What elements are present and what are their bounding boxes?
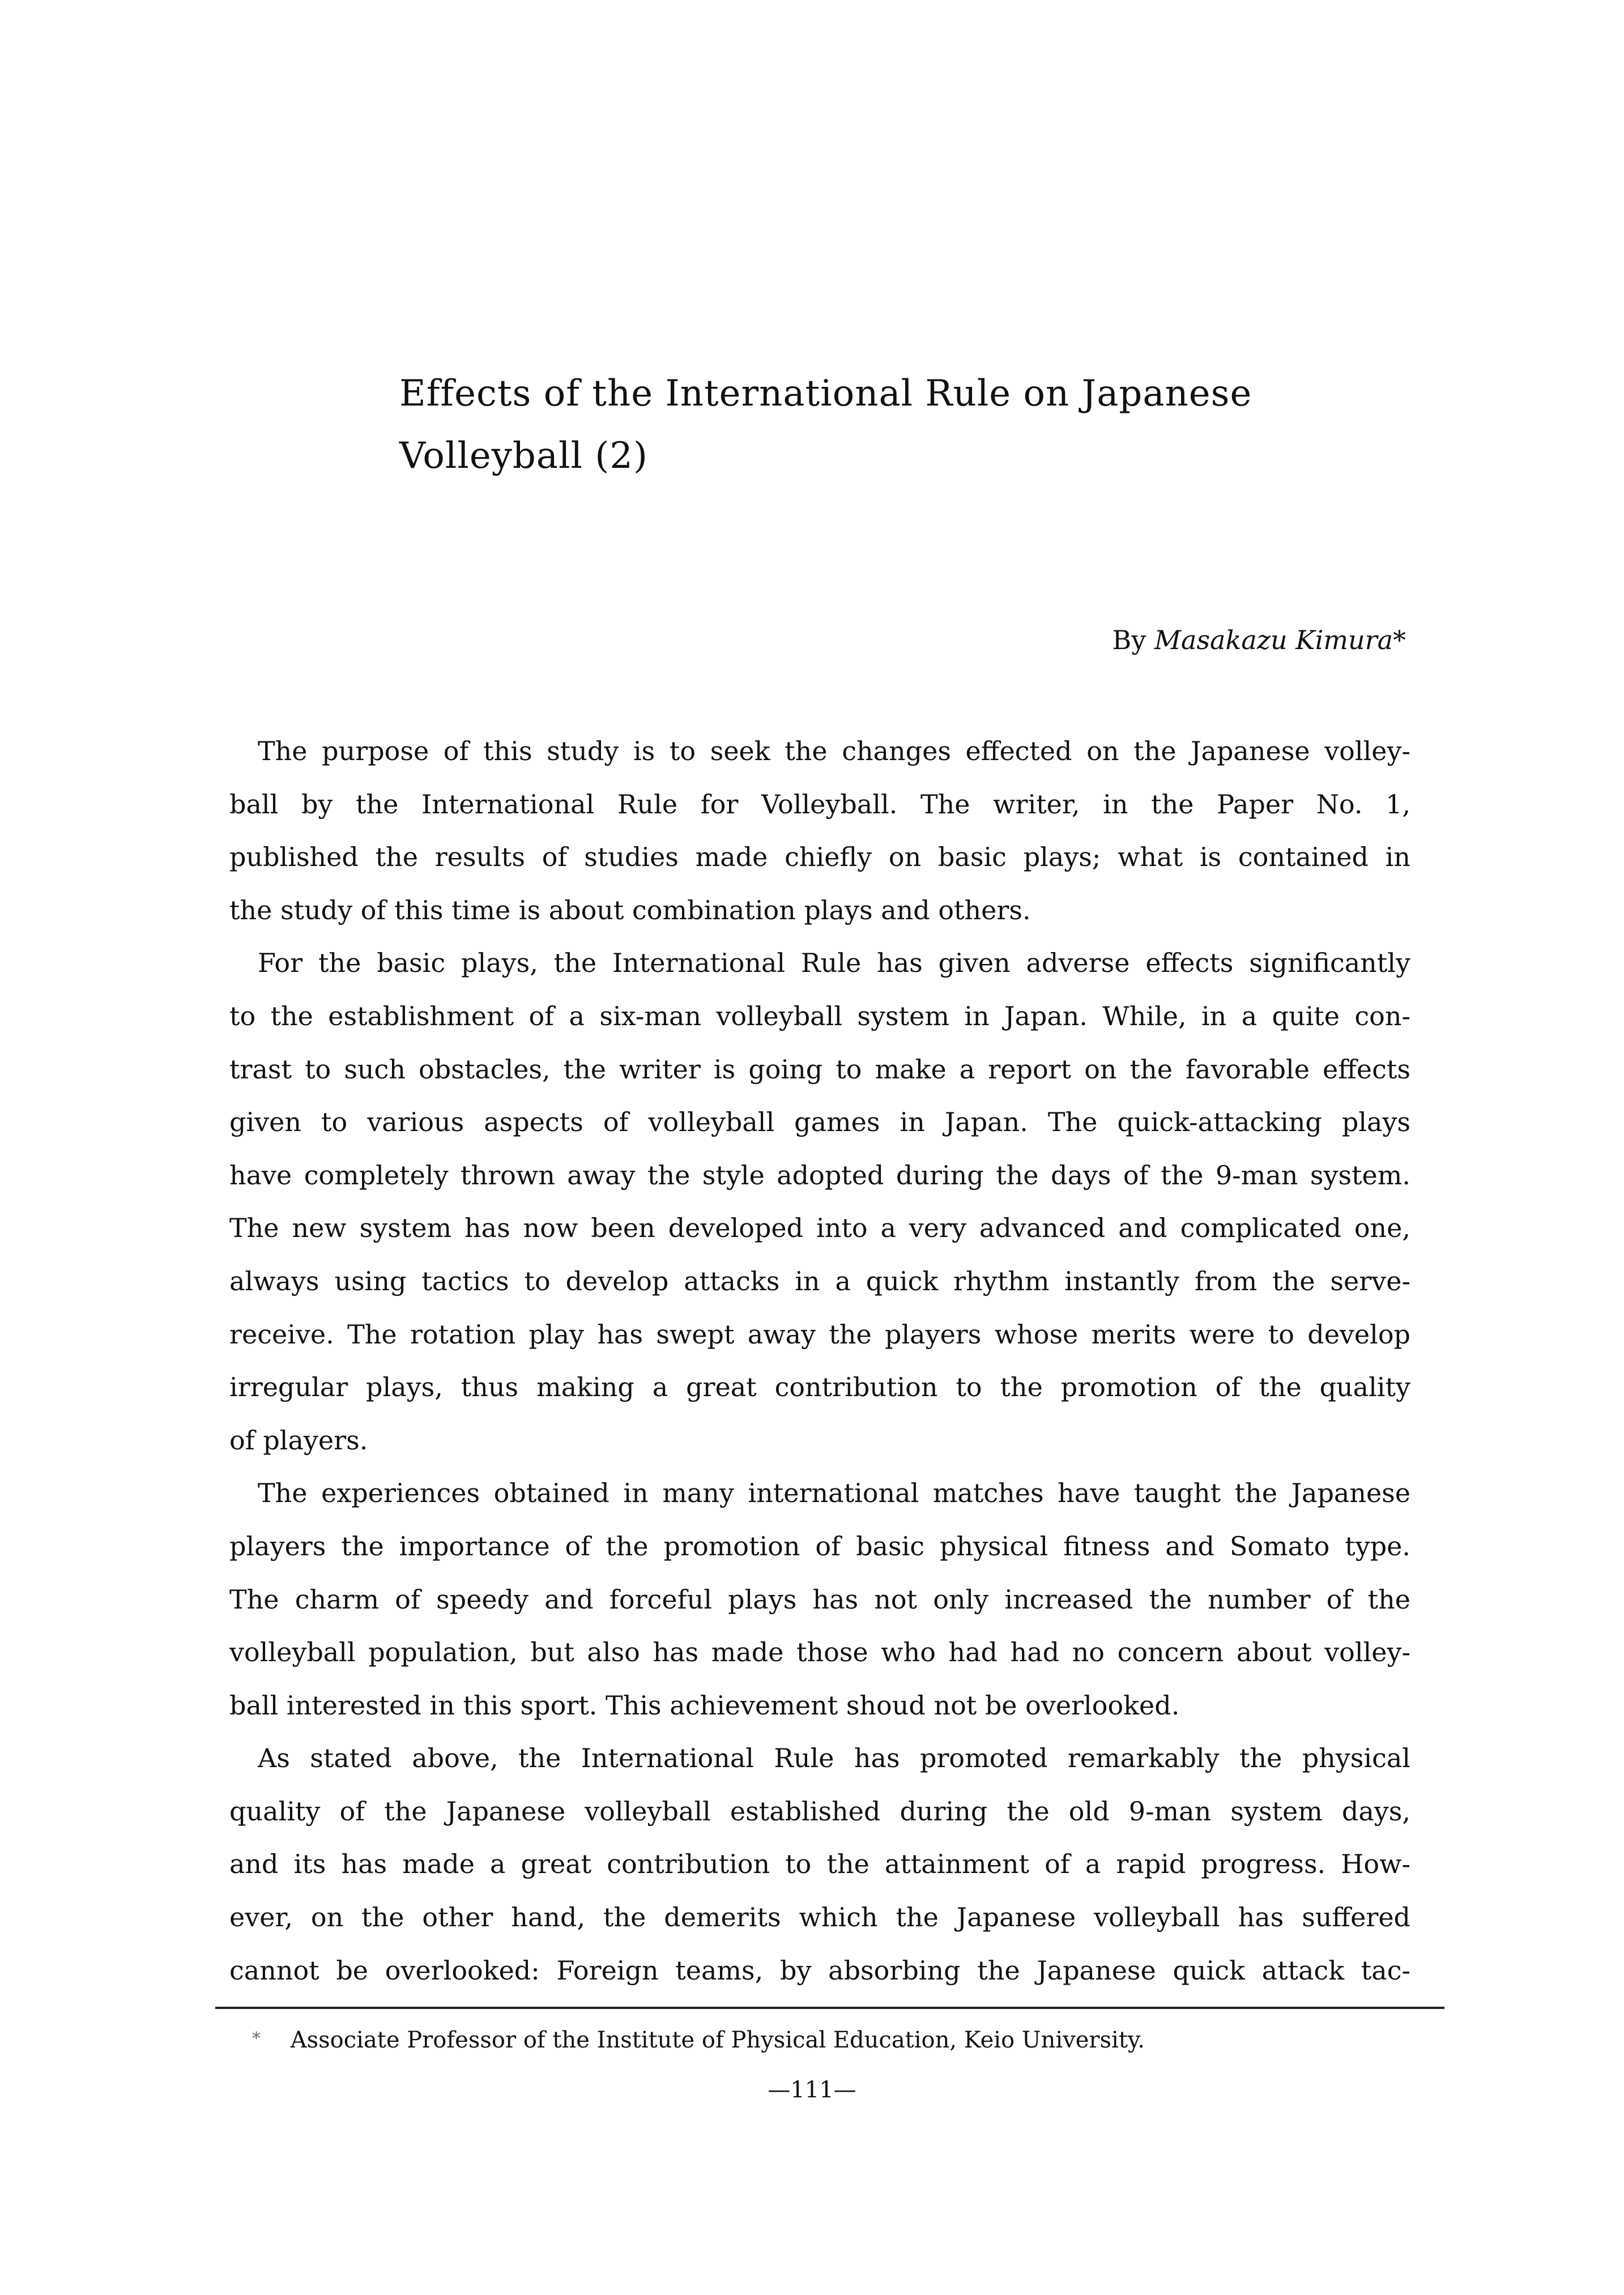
text-line: given to various aspects of volleyball games in Japan. The quick-attacking plays: [229, 1107, 1410, 1138]
paragraph-3: [229, 1467, 1410, 1732]
paragraph-4: [229, 1732, 1410, 1997]
text-line: trast to such obstacles, the writer is going to make a report on the favorable effects: [229, 1053, 1410, 1085]
footnote-text: Associate Professor of the Institute of Physical Education, Keio University.: [290, 2027, 1145, 2053]
footnote-divider: [215, 2007, 1444, 2009]
text-line: irregular plays, thus making a great contribution to the promotion of the quality: [229, 1372, 1410, 1403]
page-number: —111—: [768, 2077, 856, 2103]
paragraph-1: [229, 725, 1410, 937]
text-line: have completely thrown away the style adopted during the days of the 9-man system.: [229, 1159, 1410, 1191]
text-line: to the establishment of a six-man volleyball system in Japan. While, in a quite con-: [229, 1000, 1410, 1031]
text-line: The charm of speedy and forceful plays has not only increased the number of the: [229, 1584, 1410, 1615]
text-line: receive. The rotation play has swept away the players whose merits were to develop: [229, 1319, 1410, 1350]
text-line: The new system has now been developed into a very advanced and complicated one,: [229, 1213, 1410, 1244]
footnote: [252, 2022, 1145, 2057]
text-line: For the basic plays, the International Rule has given adverse effects significantly: [258, 948, 1410, 979]
title-line-2: Volleyball (2): [399, 435, 648, 477]
text-line: volleyball population, but also has made those who had had no concern about volley-: [229, 1637, 1410, 1668]
text-line: quality of the Japanese volleyball established during the old 9-man system days,: [229, 1795, 1410, 1827]
author-name: Masakazu Kimura*: [1154, 625, 1406, 655]
text-line: published the results of studies made chiefly on basic plays; what is contained in: [229, 842, 1410, 873]
text-line: of players.: [229, 1424, 368, 1456]
text-line: As stated above, the International Rule has promoted remarkably the physical: [258, 1743, 1410, 1774]
text-line: ball by the International Rule for Volleyball. The writer, in the Paper No. 1,: [229, 788, 1410, 820]
paragraph-2: [229, 937, 1410, 1467]
text-line: ever, on the other hand, the demerits which the Japanese volleyball has suffered: [229, 1902, 1410, 1933]
title-line-1: Effects of the International Rule on Japanese: [399, 373, 1252, 415]
text-line: The experiences obtained in many international matches have taught the Japanese: [258, 1478, 1410, 1509]
text-line: cannot be overlooked: Foreign teams, by absorbing the Japanese quick attack tac-: [229, 1955, 1410, 1986]
byline-prefix: By: [1112, 625, 1146, 655]
paper-title: [399, 362, 1362, 487]
byline: [1112, 623, 1406, 657]
footnote-asterisk-icon: *: [252, 2029, 261, 2049]
body-text: [229, 725, 1410, 1997]
text-line: and its has made a great contribution to the attainment of a rapid progress. How-: [229, 1849, 1410, 1880]
text-line: ball interested in this sport. This achievement shoud not be overlooked.: [229, 1690, 1180, 1721]
text-line: the study of this time is about combination plays and others.: [229, 894, 1031, 925]
text-line: The purpose of this study is to seek the changes effected on the Japanese volley-: [258, 736, 1410, 766]
text-line: players the importance of the promotion of basic physical fitness and Somato type.: [229, 1530, 1410, 1562]
text-line: always using tactics to develop attacks in a quick rhythm instantly from the serve-: [229, 1265, 1410, 1296]
